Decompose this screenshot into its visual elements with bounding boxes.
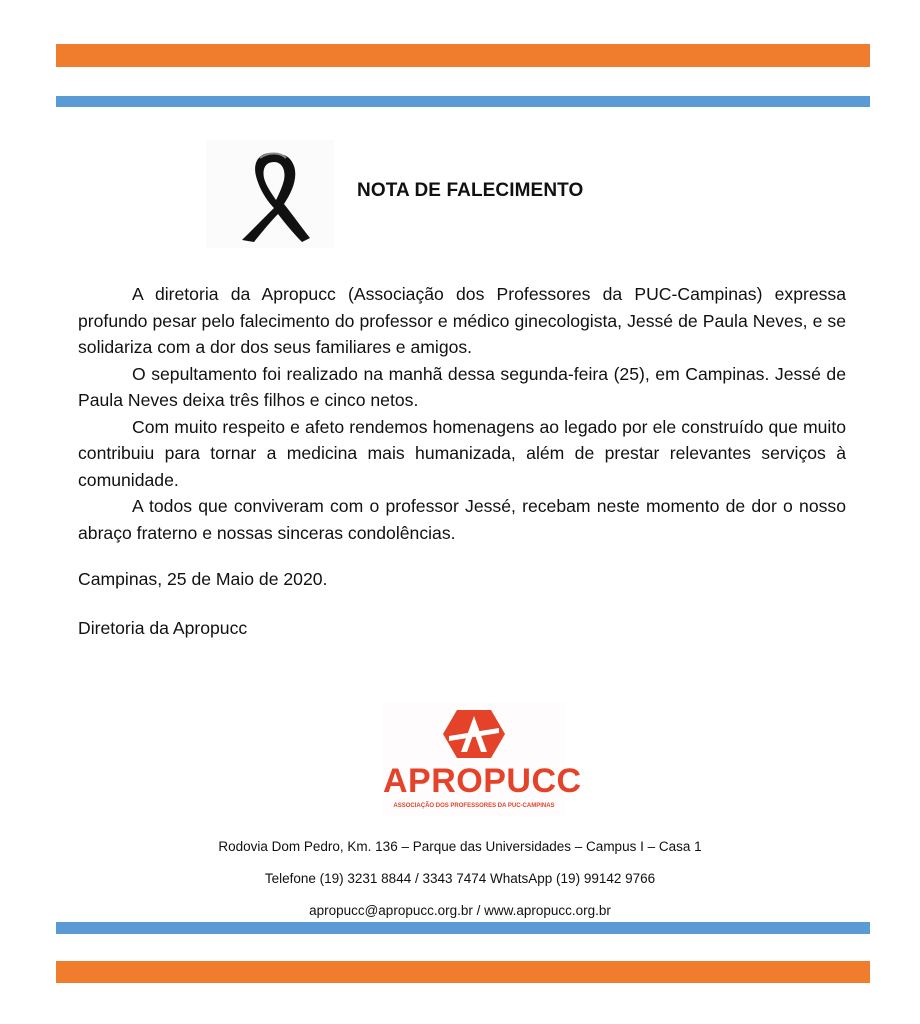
black-ribbon-icon <box>232 146 312 242</box>
footer-phones: Telefone (19) 3231 8844 / 3343 7474 WhatsApp (19) 99142 9766 <box>264 871 656 886</box>
mourning-ribbon <box>206 140 334 248</box>
paragraph-4: A todos que conviveram com o professor Jessé, recebam neste momento de dor o nosso abraço fraterno e nossas sinceras condolências. <box>78 496 846 543</box>
signature: Diretoria da Apropucc <box>78 618 248 638</box>
bottom-blue-bar <box>56 922 870 934</box>
apropucc-logo <box>383 702 582 816</box>
place-date: Campinas, 25 de Maio de 2020. <box>78 569 328 589</box>
paragraph-2: O sepultamento foi realizado na manhã dessa segunda-feira (25), em Campinas. Jessé de Paula Neves deixa três filhos e cinco netos. <box>78 363 846 410</box>
apropucc-logo-icon <box>439 706 509 762</box>
bottom-orange-bar <box>56 961 870 983</box>
footer-contacts: apropucc@apropucc.org.br / www.apropucc.org.br <box>309 903 611 918</box>
top-blue-bar <box>56 96 870 107</box>
paragraph-1: A diretoria da Apropucc (Associação dos Professores da PUC-Campinas) expressa profundo pesar pelo falecimento do professor e médico ginecologista, Jessé de Paula Neves, e se solidariza com a dor dos seus familiares e amigos. <box>78 284 846 357</box>
logo-subtitle: ASSOCIAÇÃO DOS PROFESSORES DA PUC-CAMPINAS <box>393 803 555 809</box>
footer-address: Rodovia Dom Pedro, Km. 136 – Parque das Universidades – Campus I – Casa 1 <box>218 839 702 854</box>
top-orange-bar <box>56 44 870 67</box>
document-body <box>78 281 846 546</box>
document-title: NOTA DE FALECIMENTO <box>357 180 584 201</box>
logo-name: APROPUCC <box>383 762 582 800</box>
paragraph-3: Com muito respeito e afeto rendemos homenagens ao legado por ele construído que muito contribuiu para tornar a medicina mais humanizada, além de prestar relevantes serviços à comunidade. <box>78 416 846 490</box>
